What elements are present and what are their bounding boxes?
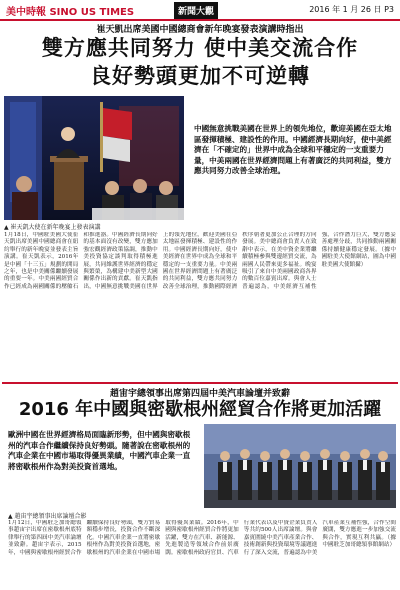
article1-photo-caption: ▲ 崔天凱大使在新年晚宴上發表演講 bbox=[4, 224, 101, 231]
article2-photo-caption: ▲ 趙宙宇總領事出席論壇合影 bbox=[8, 513, 87, 520]
article1-body: 1月18日，中國駐美國大使崔天凱出席美國中國總商會在紐約舉行的新年晚宴並發表主旨演講。崔天凱表示，2016年是中國「十三五」規劃的開局之年，也是中美關係繼續發展的重要一年。中美兩國經貿合作已經成為兩國關係的壓艙石和推進器。中國經濟長期向好的基本面沒有改變，雙方應加強宏觀經濟政策協調，推動中美投資協定談判取得積極進展，共同維護世界經濟的穩定與繁榮，為構建中美新型大國關係作出新的貢獻。崔天凱指出，中國無意挑戰美國在世界上的領先地位，歡迎美國在亞太地區發揮積極、建設性的作用。中國經濟長期向好，使中美經濟在世界中成為全球和平穩定的一支重要力量。中美兩國在世界經濟問題上有著廣泛的共同利益，雙方應共同努力改善全球治理，推動國際經濟秩序朝著更加公正合理的方向發展。美中總商會負責人在致辭中表示，在美中資企業將繼續積極參與雙邊經貿交流，為兩國人民帶來更多福祉。晚宴吸引了來自中美兩國政商各界的數百位嘉賓出席。與會人士普遍認為，中美經濟互補性強，合作潛力巨大，雙方應妥善處理分歧，共同推動兩國關係持續健康穩定發展。（據中國駐美大使館網站，圖為中國駐美國大使館攝） bbox=[4, 232, 396, 290]
article1-headline-line2: 良好勢頭更加不可逆轉 bbox=[90, 64, 310, 88]
date-page: 2016 年 1 月 26 日 P3 bbox=[309, 5, 394, 14]
masthead-brand: 美中時報 SINO US TIMES bbox=[6, 7, 135, 18]
article1-subheadline: 崔天凱出席美國中國總商會新年晚宴發表演講時指出 bbox=[96, 25, 304, 35]
article1-headline-line1: 雙方應共同努力 使中美交流合作 bbox=[41, 36, 359, 60]
newspaper-header bbox=[0, 0, 400, 21]
section-divider bbox=[2, 382, 398, 384]
article2-body: 1月12日，中國駐芝加哥總領事趙宙宇出席在密歇根州底特律舉行的第四屆中美汽車論壇並致辭。趙宙宇表示，2015年，中國與密歇根州經貿合作繼續保持良好勢頭，雙方貿易額穩步增長，投資合作不斷深化。中國汽車企業一直將密歇根州作為對美投資首選地，密歇根州的汽車企業在中國市場取得優異業績。2016年，中國與密歇根州經貿合作將更加活躍，雙方在汽車、新能源、先進製造等領域合作前景廣闊。密歇根州政府官員、汽車行業代表以及中資企業負責人等共約500人出席論壇。與會嘉賓圍繞中美汽車產業合作、技術創新與投資環境等議題進行了深入交流，普遍認為中美汽車產業互補性強，合作空間廣闊，雙方應進一步加強交流與合作，實現互利共贏。（據中國駐芝加哥總領事館網站） bbox=[8, 520, 396, 556]
article1-photo bbox=[4, 96, 184, 220]
section-label: 新聞大觀 bbox=[174, 2, 218, 19]
article2-pull-quote: 歐洲中國在世界經濟格局面臨新形勢，但中國與密歇根州的汽車合作繼續保持良好勢頭。隨著說在密歇根州的汽車企業在中國市場取得優異業績，中國汽車企業一直將密歇根州作為對美投資首選地。 bbox=[8, 430, 191, 471]
article1-pull-quote: 中國無意挑戰美國在世界上的領先地位，歡迎美國在亞太地區發揮積極、建設性的作用。中國經濟長期向好，使中美經濟在「不確定的」世界中成為全球和平穩定的一支重要力量，中美兩國在世界經濟問題上有著廣泛的共同利益，雙方應共同努力改善全球治理。 bbox=[194, 124, 392, 176]
article2-photo bbox=[204, 424, 396, 508]
article2-subheadline: 趙宙宇總領事出席第四屆中美汽車論壇并致辭 bbox=[109, 389, 290, 399]
article2-headline: 2016 年中國與密歇根州經貿合作將更加活躍 bbox=[18, 399, 382, 420]
